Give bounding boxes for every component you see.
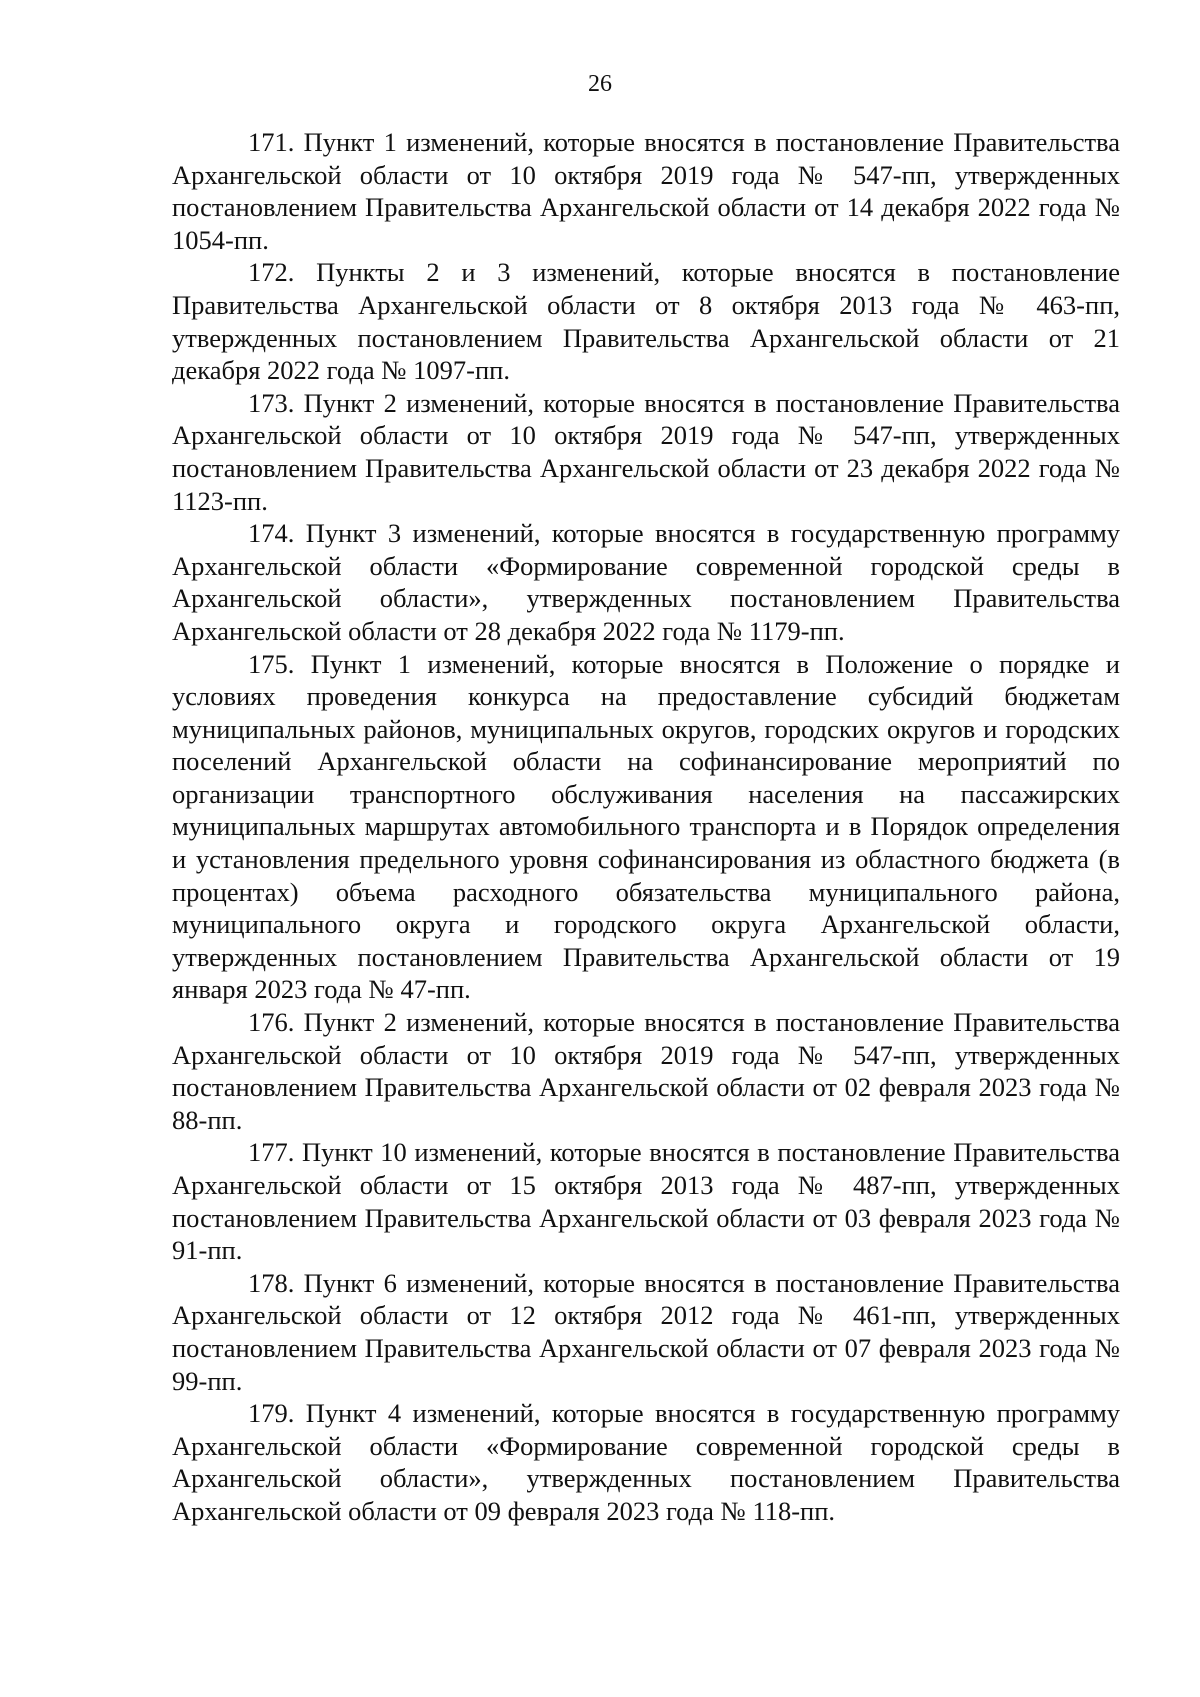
clause-175: 175. Пункт 1 изменений, которые вносятся в Положение о порядке и условиях проведения конкурса на предоставление субсидий бюджетам муниципальных районов, муниципальных округов, городских округов и городских поселений Архангельской области на софинансирование мероприятий по организации транспортного обслуживания населения на пассажирских муниципальных маршрутах автомобильного транспорта и в Порядок определения и установления предельного уровня софинансирования из областного бюджета (в процентах) объема расходного обязательства муниципального района, муниципального округа и городского округа Архангельской области, утвержденных постановлением Правительства Архангельской области от 19 января 2023 года № 47-пп.: [172, 648, 1120, 1005]
clause-176: 176. Пункт 2 изменений, которые вносятся в постановление Правительства Архангельской области от 10 октября 2019 года № 547-пп, утвержденных постановлением Правительства Архангельской области от 02 февраля 2023 года № 88-пп.: [172, 1007, 1120, 1135]
page-number: 26: [588, 71, 612, 97]
clause-177: 177. Пункт 10 изменений, которые вносятся в постановление Правительства Архангельской области от 15 октября 2013 года № 487-пп, утвержденных постановлением Правительства Архангельской области от 03 февраля 2023 года № 91-пп.: [172, 1137, 1120, 1266]
clause-174: 174. Пункт 3 изменений, которые вносятся в государственную программу Архангельской области «Формирование современной городской среды в Архангельской области», утвержденных постановлением Правительства Архангельской области от 28 декабря 2022 года № 1179-пп.: [172, 518, 1120, 646]
clause-173: 173. Пункт 2 изменений, которые вносятся в постановление Правительства Архангельской области от 10 октября 2019 года № 547-пп, утвержденных постановлением Правительства Архангельской области от 23 декабря 2022 года № 1123-пп.: [172, 387, 1120, 516]
clause-172: 172. Пункты 2 и 3 изменений, которые вносятся в постановление Правительства Архангельской области от 8 октября 2013 года № 463-пп, утвержденных постановлением Правительства Архангельской области от 21 декабря 2022 года № 1097-пп.: [172, 257, 1120, 386]
clause-179: 179. Пункт 4 изменений, которые вносятся в государственную программу Архангельской области «Формирование современной городской среды в Архангельской области», утвержденных постановлением Правительства Архангельской области от 09 февраля 2023 года № 118-пп.: [172, 1398, 1120, 1526]
clause-178: 178. Пункт 6 изменений, которые вносятся в постановление Правительства Архангельской области от 12 октября 2012 года № 461-пп, утвержденных постановлением Правительства Архангельской области от 07 февраля 2023 года № 99-пп.: [172, 1267, 1120, 1396]
document-body: [172, 126, 1120, 1528]
clause-171: 171. Пункт 1 изменений, которые вносятся в постановление Правительства Архангельской области от 10 октября 2019 года № 547-пп, утвержденных постановлением Правительства Архангельской области от 14 декабря 2022 года № 1054-пп.: [172, 127, 1120, 255]
